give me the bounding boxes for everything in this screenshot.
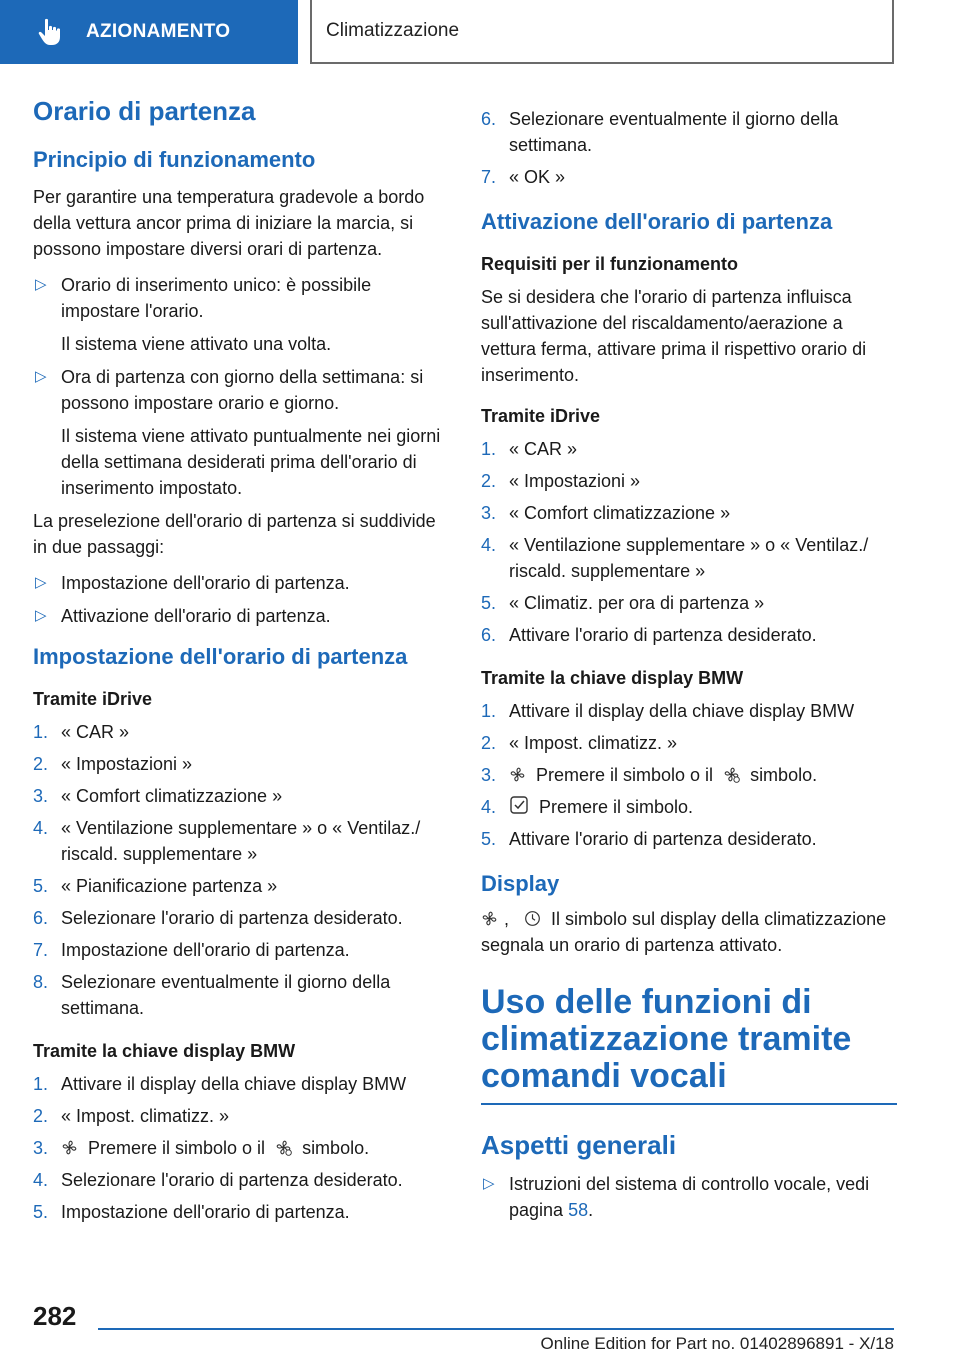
list-item [481, 106, 897, 158]
bullet-text: Impostazione dell'orario di partenza. [61, 573, 350, 593]
idrive-steps [33, 719, 449, 1021]
step-number: 5. [33, 876, 49, 896]
key-steps [33, 1071, 449, 1225]
general-list [481, 1171, 897, 1223]
step-number: 1. [481, 439, 497, 459]
bullet-list-steps [33, 570, 449, 629]
step-number: 7. [33, 940, 49, 960]
step-text: « Comfort climatizzazione » [61, 786, 283, 806]
setting-steps-continued [481, 106, 897, 190]
list-item [33, 570, 449, 596]
list-item [33, 783, 449, 809]
step-number: 6. [481, 109, 497, 129]
step-text: « Impost. climatizz. » [61, 1106, 230, 1126]
list-item [33, 937, 449, 963]
key-label: Tramite la chiave display BMW [481, 668, 744, 688]
step-number: 5. [481, 829, 497, 849]
fan-icon [509, 766, 526, 783]
step-text: « Climatiz. per ora di partenza » [509, 593, 765, 613]
list-item [481, 622, 897, 648]
list-item [481, 164, 897, 190]
heading-general: Aspetti generali [481, 1130, 677, 1160]
separator: , [504, 909, 510, 929]
heading-principle: Principio di funzionamento [33, 147, 316, 172]
step-text: Impostazione dell'orario di partenza. [61, 1202, 350, 1222]
list-item [481, 730, 897, 756]
bullet-extra: Il sistema viene attivato puntualmente nei giorni della settimana desiderati prima dell'orario di inserimento impostato. [61, 426, 441, 498]
list-item [33, 272, 449, 357]
triangle-bullet-icon: ▷ [35, 368, 47, 385]
heading-departure-time: Orario di partenza [33, 96, 256, 126]
activation-idrive-steps [481, 436, 897, 648]
fan-icon [481, 910, 498, 927]
check-icon [509, 795, 529, 815]
step-number: 2. [33, 1106, 49, 1126]
step-number: 1. [33, 1074, 49, 1094]
step-text: « Impostazioni » [509, 471, 641, 491]
step-number: 3. [481, 765, 497, 785]
bullet-extra: Il sistema viene attivato una volta. [61, 334, 332, 354]
step-number: 2. [33, 754, 49, 774]
step-number: 4. [33, 1170, 49, 1190]
page-number: 282 [33, 1301, 77, 1331]
list-item [33, 364, 449, 501]
step-text-end: simbolo. [302, 1138, 370, 1158]
list-item [481, 1171, 897, 1223]
section-title: Climatizzazione [326, 20, 460, 41]
step-text: Attivare l'orario di partenza desiderato. [509, 625, 817, 645]
step-number: 8. [33, 972, 49, 992]
list-item [481, 762, 897, 788]
intro-paragraph: Per garantire una temperatura gradevole a bordo della vettura ancor prima di iniziare la marcia, si possono impostare diversi orari di partenza. [33, 187, 425, 259]
two-steps-paragraph: La preselezione dell'orario di partenza si suddivide in due passaggi: [33, 511, 436, 557]
step-text: Attivare l'orario di partenza desiderato. [509, 829, 817, 849]
step-text: Selezionare l'orario di partenza desiderato. [61, 1170, 403, 1190]
left-column [33, 96, 449, 1243]
step-text: Premere il simbolo o il [88, 1138, 266, 1158]
list-item [33, 719, 449, 745]
fan-timer-icon [275, 1139, 292, 1156]
step-number: 1. [481, 701, 497, 721]
list-item [33, 1103, 449, 1129]
step-text: Selezionare l'orario di partenza desiderato. [61, 908, 403, 928]
display-text: Il simbolo sul display della climatizzazione segnala un orario di partenza attivato. [481, 909, 887, 955]
step-number: 4. [481, 797, 497, 817]
fan-icon [61, 1139, 78, 1156]
step-text: « Ventilazione supplementare » o « Ventilaz./ riscald. supplementare » [61, 818, 421, 864]
section-header [310, 0, 894, 64]
list-item [33, 815, 449, 867]
activation-key-steps [481, 698, 897, 852]
heading-voice-control: Uso delle funzioni di climatizzazione tramite comandi vocali [481, 983, 852, 1095]
step-number: 4. [33, 818, 49, 838]
list-item [481, 826, 897, 852]
bullet-text: Istruzioni del sistema di controllo vocale, vedi pagina [509, 1174, 870, 1220]
step-text-end: simbolo. [750, 765, 818, 785]
list-item [481, 698, 897, 724]
list-item [481, 590, 897, 616]
timer-icon [524, 910, 541, 927]
bullet-list-modes [33, 272, 449, 501]
step-number: 3. [481, 503, 497, 523]
chapter-label: AZIONAMENTO [86, 21, 231, 42]
bullet-text: Ora di partenza con giorno della settimana: si possono impostare orario e giorno. [61, 367, 424, 413]
step-text: « CAR » [509, 439, 578, 459]
step-text: Selezionare eventualmente il giorno della settimana. [509, 109, 839, 155]
step-text: « Ventilazione supplementare » o « Ventilaz./ riscald. supplementare » [509, 535, 869, 581]
step-number: 7. [481, 167, 497, 187]
step-text: Selezionare eventualmente il giorno della settimana. [61, 972, 391, 1018]
page-link[interactable]: 58 [568, 1200, 589, 1220]
fan-timer-icon [723, 766, 740, 783]
step-number: 2. [481, 733, 497, 753]
pointing-hand-icon [36, 17, 66, 47]
step-text: Impostazione dell'orario di partenza. [61, 940, 350, 960]
heading-rule [481, 1103, 897, 1105]
list-item [33, 603, 449, 629]
step-text: Premere il simbolo. [539, 797, 694, 817]
heading-activation: Attivazione dell'orario di partenza [481, 209, 833, 234]
list-item [33, 1199, 449, 1225]
list-item [481, 794, 897, 820]
step-text: Premere il simbolo o il [536, 765, 714, 785]
list-item [33, 905, 449, 931]
step-text: Attivare il display della chiave display BMW [509, 701, 855, 721]
idrive-label: Tramite iDrive [33, 689, 153, 709]
idrive-label: Tramite iDrive [481, 406, 601, 426]
step-text: « OK » [509, 167, 566, 187]
list-item [481, 436, 897, 462]
list-item [33, 1167, 449, 1193]
bullet-text: Attivazione dell'orario di partenza. [61, 606, 331, 626]
edition-text: Online Edition for Part no. 01402896891 - X/18 [540, 1334, 894, 1353]
step-text: Attivare il display della chiave display BMW [61, 1074, 407, 1094]
list-item [481, 468, 897, 494]
step-number: 5. [481, 593, 497, 613]
requirements-text: Se si desidera che l'orario di partenza influisca sull'attivazione del riscaldamento/aerazione a vettura ferma, attivare prima il rispettivo orario di inserimento. [481, 287, 867, 385]
step-number: 3. [33, 786, 49, 806]
right-column [481, 106, 897, 1230]
step-number: 6. [481, 625, 497, 645]
step-text: « Comfort climatizzazione » [509, 503, 731, 523]
step-number: 5. [33, 1202, 49, 1222]
display-paragraph [481, 906, 897, 958]
triangle-bullet-icon: ▷ [35, 607, 47, 624]
chapter-tab [0, 0, 298, 64]
list-item [481, 532, 897, 584]
list-item [33, 751, 449, 777]
footer-rule [98, 1328, 894, 1330]
bullet-text: Orario di inserimento unico: è possibile impostare l'orario. [61, 275, 372, 321]
step-number: 3. [33, 1138, 49, 1158]
heading-setting: Impostazione dell'orario di partenza [33, 644, 408, 669]
step-text: « Pianificazione partenza » [61, 876, 278, 896]
step-number: 1. [33, 722, 49, 742]
list-item [33, 1135, 449, 1161]
triangle-bullet-icon: ▷ [483, 1175, 495, 1192]
heading-display: Display [481, 871, 560, 896]
step-text: « Impost. climatizz. » [509, 733, 678, 753]
list-item [33, 969, 449, 1021]
step-text: « CAR » [61, 722, 130, 742]
triangle-bullet-icon: ▷ [35, 574, 47, 591]
requirements-label: Requisiti per il funzionamento [481, 254, 739, 274]
list-item [33, 873, 449, 899]
list-item [33, 1071, 449, 1097]
step-number: 4. [481, 535, 497, 555]
list-item [481, 500, 897, 526]
step-text: « Impostazioni » [61, 754, 193, 774]
triangle-bullet-icon: ▷ [35, 276, 47, 293]
punctuation: . [588, 1200, 594, 1220]
step-number: 6. [33, 908, 49, 928]
key-label: Tramite la chiave display BMW [33, 1041, 296, 1061]
step-number: 2. [481, 471, 497, 491]
